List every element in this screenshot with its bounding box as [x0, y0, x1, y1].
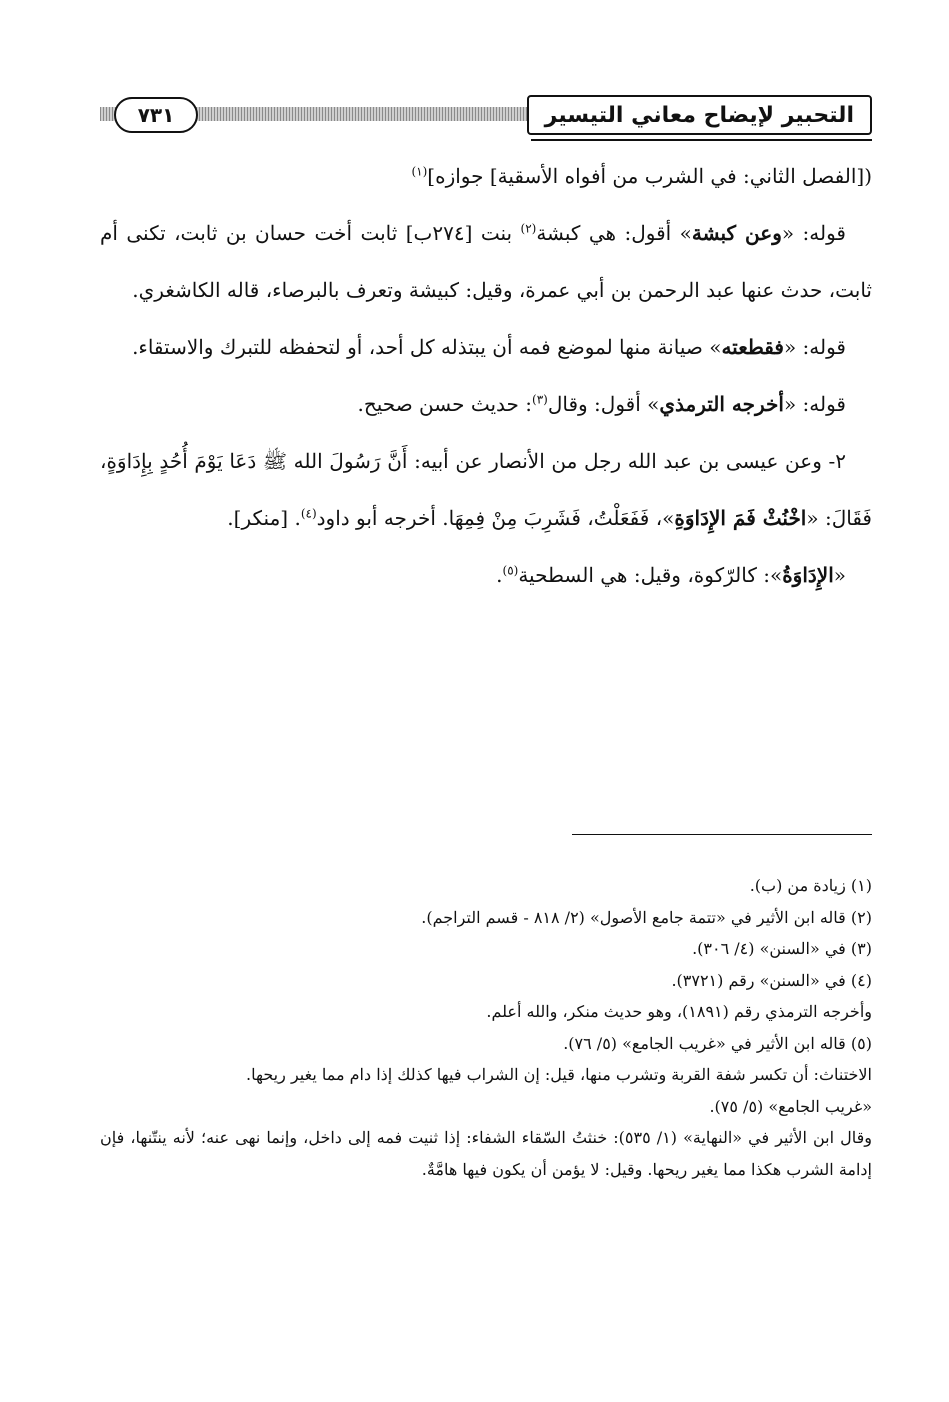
- text-run: ٢- وعن عيسى بن عبد الله رجل من الأنصار عن أبيه: أَنَّ رَسُولَ الله ﷺ دَعَا يَوْمَ أُحُدٍ بِإِدَاوَةٍ، فَقَالَ: «: [100, 449, 872, 530]
- footnote-ref: (١): [411, 164, 428, 179]
- text-run: بنت [٢٧٤ب] ثابت أخت حسان بن ثابت، تكنى أم ثابت، حدث عنها عبد الرحمن بن أبي عمرة، وقيل: كبيشة وتعرف بالبرصاء، قاله الكاشغري.: [100, 221, 872, 302]
- text-run: : حديث حسن صحيح.: [357, 392, 533, 416]
- footnote-ref: (٥): [502, 563, 519, 578]
- paragraph-tirmidhi: [100, 376, 872, 433]
- quoted-term: وعن كبشة: [691, 221, 782, 245]
- text-run: »، فَفَعَلْتُ، فَشَرِبَ مِنْ فِمِهَا. أخرجه أبو داود: [316, 506, 675, 530]
- quoted-term: الإِدَاوَةُ: [782, 563, 834, 587]
- footnote-5-continued: الاختناث: أن تكسر شفة القربة وتشرب منها، قيل: إن الشراب فيها كذلك إذا دام مما يغير ريحها.: [246, 1065, 872, 1084]
- text-run: » صيانة منها لموضع فمه أن يبتذله كل أحد، أو لتحفظه للتبرك والاستقاء.: [132, 335, 722, 359]
- footnotes: [100, 870, 872, 1185]
- main-text: [100, 148, 872, 604]
- text-run: »: كالرّكوة، وقيل: هي السطحية: [518, 563, 783, 587]
- footnote-ref: (٣): [532, 392, 548, 407]
- text-run: قوله: «: [783, 392, 846, 416]
- footnote-1: (١) زيادة من (ب).: [749, 876, 872, 895]
- paragraph-idawa: [100, 547, 872, 604]
- page-number: ٧٣١: [114, 97, 198, 133]
- page-header: [100, 95, 872, 141]
- paragraph-kabsha: [100, 205, 872, 319]
- footnote-4-continued: وأخرجه الترمذي رقم (١٨٩١)، وهو حديث منكر، والله أعلم.: [486, 1002, 872, 1021]
- footnote-4: (٤) في «السنن» رقم (٣٧٢١).: [671, 970, 872, 990]
- quoted-term: فقطعته: [721, 335, 784, 359]
- text-run: » أقول: وقال: [547, 392, 660, 416]
- footnote-5: (٥) قاله ابن الأثير في «غريب الجامع» (٥/ ٧٦).: [563, 1033, 872, 1053]
- text-run: » أقول: هي كبشة: [536, 221, 692, 245]
- section-heading-text: ([الفصل الثاني: في الشرب من أفواه الأسقية] جوازه]: [427, 164, 872, 188]
- text-run: قوله: «: [783, 335, 846, 359]
- text-run: . [منكر].: [227, 506, 301, 530]
- quoted-term: أخرجه الترمذي: [659, 392, 784, 416]
- text-run: .: [496, 563, 503, 587]
- footnote-2: (٢) قاله ابن الأثير في «تتمة جامع الأصول» (٢/ ٨١٨ - قسم التراجم).: [421, 907, 872, 927]
- footnote-divider: [572, 834, 872, 835]
- text-run: «: [833, 563, 846, 587]
- section-heading: [100, 148, 872, 205]
- paragraph-qata: [100, 319, 872, 376]
- footnote-5-nihaya: وقال ابن الأثير في «النهاية» (١/ ٥٣٥): خنثتُ السّقاء الشفاء: إذا ثنيت فمه إلى داخل، وإنما نهى عنه؛ لأنه ينتّنها، فإن إدامة الشرب هكذا مما يغير ريحها. وقيل: لا يؤمن أن يكون فيها هامَّةٌ.: [100, 1128, 872, 1179]
- footnote-ref: (٢): [520, 221, 537, 236]
- quoted-term: اخْنُثْ فَمَ الإِدَاوَةِ: [674, 506, 807, 530]
- footnote-5-source: «غريب الجامع» (٥/ ٧٥).: [709, 1096, 872, 1116]
- footnote-ref: (٤): [300, 506, 317, 521]
- hadith-2: [100, 433, 872, 547]
- running-title: التحبير لإيضاح معاني التيسير: [527, 95, 872, 135]
- text-run: قوله: «: [781, 221, 846, 245]
- footnote-3: (٣) في «السنن» (٤/ ٣٠٦).: [692, 939, 872, 958]
